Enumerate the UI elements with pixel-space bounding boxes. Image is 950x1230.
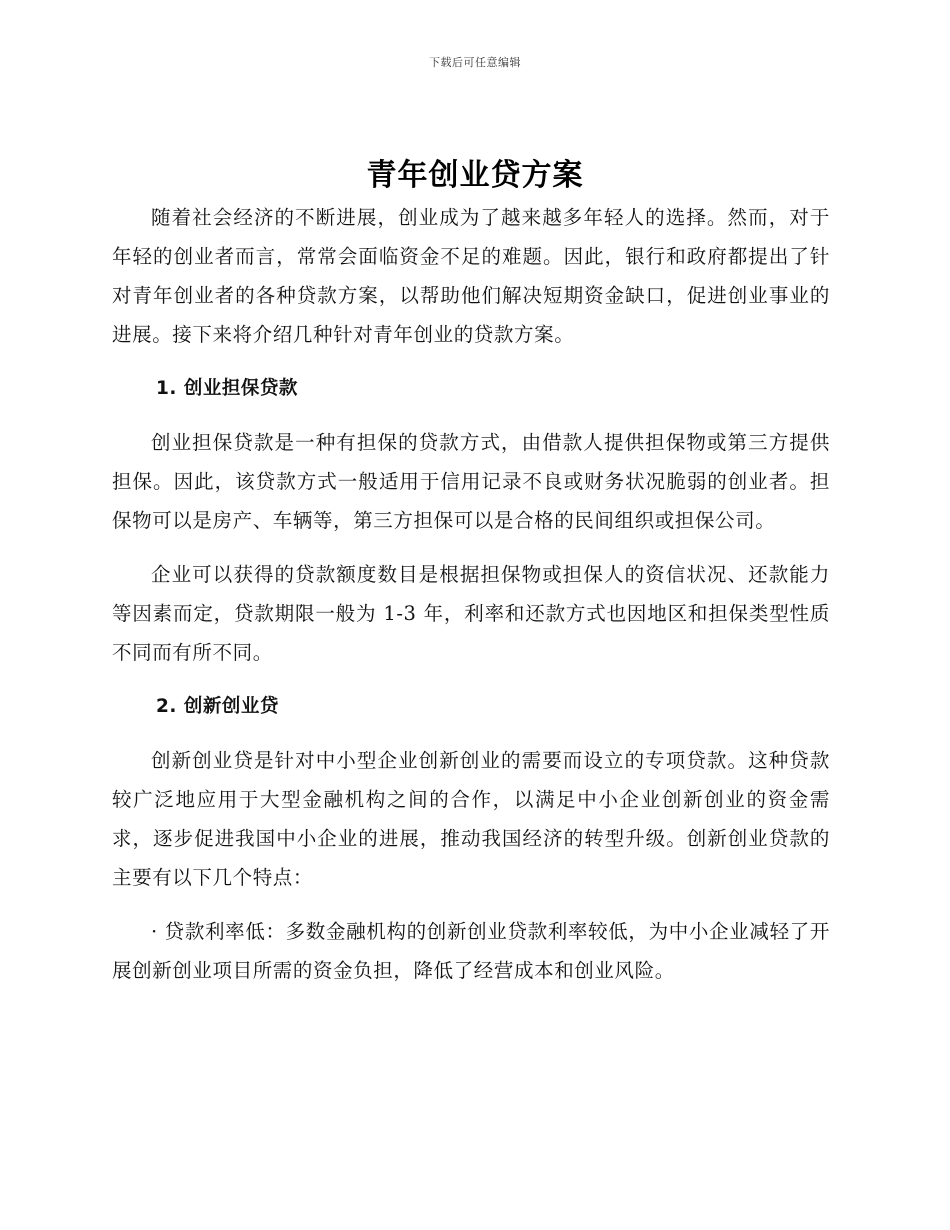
- header-note: 下载后可任意编辑: [429, 56, 521, 69]
- bullet-item: · 贷款利率低：多数金融机构的创新创业贷款利率较低，为中小企业减轻了开展创新创业项目所需的资金负担，降低了经营成本和创业风险。: [112, 920, 830, 982]
- section-paragraph: 创新创业贷是针对中小型企业创新创业的需要而设立的专项贷款。这种贷款较广泛地应用于大型金融机构之间的合作，以满足中小企业创新创业的资金需求，逐步促进我国中小企业的进展，推动我国经济的转型升级。创新创业贷款的主要有以下几个特点：: [112, 749, 830, 889]
- document-title: 青年创业贷方案: [366, 158, 584, 193]
- section-heading: 2. 创新创业贷: [156, 696, 279, 717]
- section-paragraph: 创业担保贷款是一种有担保的贷款方式，由借款人提供担保物或第三方提供担保。因此，该贷款方式一般适用于信用记录不良或财务状况脆弱的创业者。担保物可以是房产、车辆等，第三方担保可以是合格的民间组织或担保公司。: [112, 431, 830, 532]
- intro-paragraph: 随着社会经济的不断进展，创业成为了越来越多年轻人的选择。然而，对于年轻的创业者而言，常常会面临资金不足的难题。因此，银行和政府都提出了针对青年创业者的各种贷款方案，以帮助他们解决短期资金缺口，促进创业事业的进展。接下来将介绍几种针对青年创业的贷款方案。: [112, 206, 830, 346]
- section-paragraph: 企业可以获得的贷款额度数目是根据担保物或担保人的资信状况、还款能力等因素而定，贷款期限一般为 1-3 年，利率和还款方式也因地区和担保类型性质不同而有所不同。: [112, 563, 830, 664]
- document-body: [112, 198, 830, 990]
- section-heading: 1. 创业担保贷款: [156, 378, 298, 399]
